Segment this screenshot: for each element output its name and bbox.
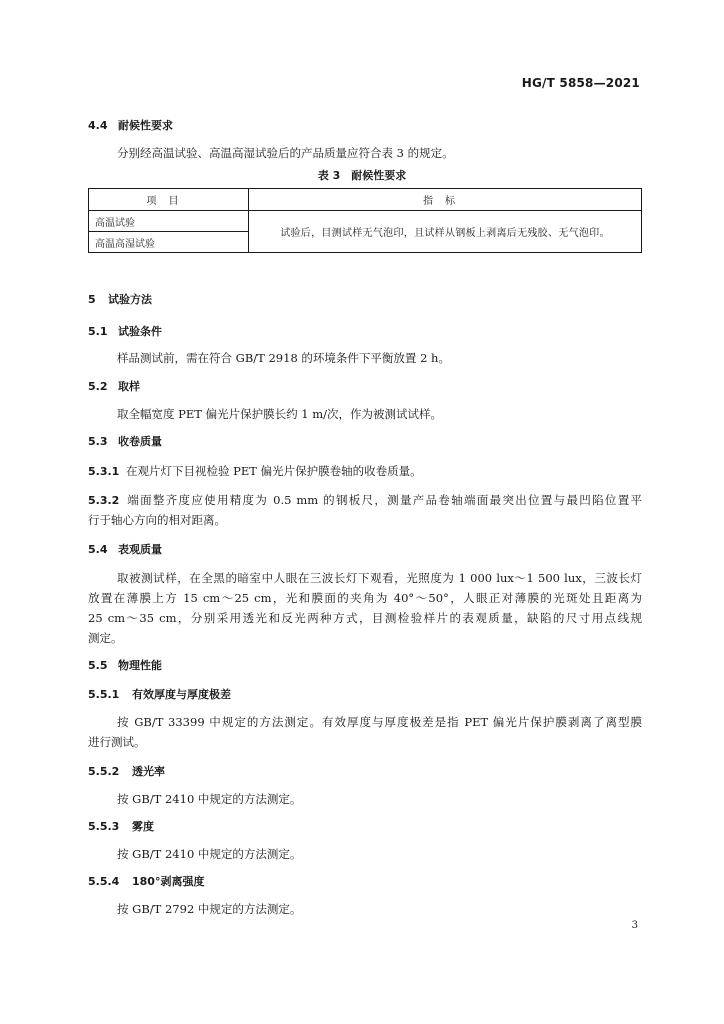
heading-title: 耐候性要求 (118, 119, 173, 132)
paragraph-5-1: 样品测试前，需在符合 GB/T 2918 的环境条件下平衡放置 2 h。 (117, 351, 450, 365)
heading-number: 5.5 (88, 659, 108, 672)
heading-title: 取样 (118, 380, 140, 393)
paragraph-5-4-line4: 测定。 (88, 631, 123, 645)
heading-number: 5.1 (88, 325, 108, 338)
table-header-row (89, 189, 642, 211)
heading-title: 试验方法 (108, 293, 152, 306)
heading-number: 5.5.3 (88, 820, 120, 833)
heading-title: 雾度 (132, 820, 154, 833)
paragraph-5-3-2-line2: 行于轴心方向的相对距离。 (88, 513, 226, 527)
heading-number: 5.5.4 (88, 875, 120, 888)
weather-resistance-table (88, 188, 642, 253)
heading-number: 5.3 (88, 435, 108, 448)
paragraph-5-5-3: 按 GB/T 2410 中规定的方法测定。 (117, 847, 302, 861)
paragraph-5-4-line2: 放置在薄膜上方 15 cm～25 cm，光和膜面的夹角为 40°～50°，人眼正对薄膜的光斑处且距离为 (88, 591, 642, 605)
heading-title: 收卷质量 (118, 435, 162, 448)
paragraph-5-3-2-line1 (88, 492, 642, 508)
heading-5 (88, 291, 152, 307)
paragraph-5-4-line3: 25 cm～35 cm，分别采用透光和反光两种方式，目测检验样片的表观质量，缺陷的尺寸用点线规 (88, 611, 642, 625)
heading-4-4 (88, 117, 173, 133)
paragraph-5-2: 取全幅宽度 PET 偏光片保护膜长约 1 m/次，作为被测试试样。 (117, 407, 443, 421)
paragraph-5-5-2: 按 GB/T 2410 中规定的方法测定。 (117, 792, 302, 806)
table-caption: 表 3 耐候性要求 (317, 169, 407, 182)
heading-5-2 (88, 378, 140, 394)
col-header-index: 指标 (249, 189, 642, 211)
requirement-value: 试验后，目测试样无气泡印，且试样从钢板上剥离后无残胶、无气泡印。 (249, 211, 642, 253)
paragraph-5-5-4: 按 GB/T 2792 中规定的方法测定。 (117, 902, 302, 916)
heading-5-5-4 (88, 873, 204, 889)
heading-5-1 (88, 323, 162, 339)
heading-title: 试验条件 (118, 325, 162, 338)
heading-title: 物理性能 (118, 659, 162, 672)
heading-number: 5 (88, 293, 96, 306)
paragraph-5-5-1-line2: 进行测试。 (88, 735, 146, 749)
clause-text: 在观片灯下目视检验 PET 偏光片保护膜卷轴的收卷质量。 (126, 464, 422, 478)
standard-code: HG/T 5858—2021 (521, 76, 640, 90)
clause-number: 5.3.1 (88, 465, 120, 478)
clause-number: 5.3.2 (88, 494, 120, 507)
heading-5-5-1 (88, 686, 231, 702)
paragraph-5-4-line1: 取被测试样，在全黑的暗室中人眼在三波长灯下观看，光照度为 1 000 lux～1 500 lux，三波长灯 (117, 571, 642, 585)
heading-5-4 (88, 541, 162, 557)
heading-5-5-2 (88, 763, 165, 779)
table-row (89, 211, 642, 232)
page-number: 3 (631, 920, 638, 931)
paragraph-5-5-1-line1: 按 GB/T 33399 中规定的方法测定。有效厚度与厚度极差是指 PET 偏光片保护膜剥离了离型膜 (117, 715, 642, 729)
heading-title: 180°剥离强度 (132, 875, 205, 888)
heading-number: 5.5.2 (88, 765, 120, 778)
heading-title: 表观质量 (118, 543, 162, 556)
heading-number: 4.4 (88, 119, 108, 132)
heading-number: 5.4 (88, 543, 108, 556)
clause-text: 端面整齐度应使用精度为 0.5 mm 的钢板尺，测量产品卷轴端面最突出位置与最凹陷位置平 (126, 493, 642, 507)
heading-title: 有效厚度与厚度极差 (132, 688, 231, 701)
paragraph-4-4: 分别经高温试验、高温高湿试验后的产品质量应符合表 3 的规定。 (117, 146, 454, 160)
row-label-high-temp-humidity: 高温高湿试验 (89, 232, 249, 253)
heading-5-5-3 (88, 818, 154, 834)
paragraph-5-3-1 (88, 463, 422, 479)
heading-number: 5.2 (88, 380, 108, 393)
heading-number: 5.5.1 (88, 688, 120, 701)
heading-5-5 (88, 657, 162, 673)
heading-5-3 (88, 433, 162, 449)
col-header-item: 项目 (89, 189, 249, 211)
heading-title: 透光率 (132, 765, 165, 778)
row-label-high-temp: 高温试验 (89, 211, 249, 232)
